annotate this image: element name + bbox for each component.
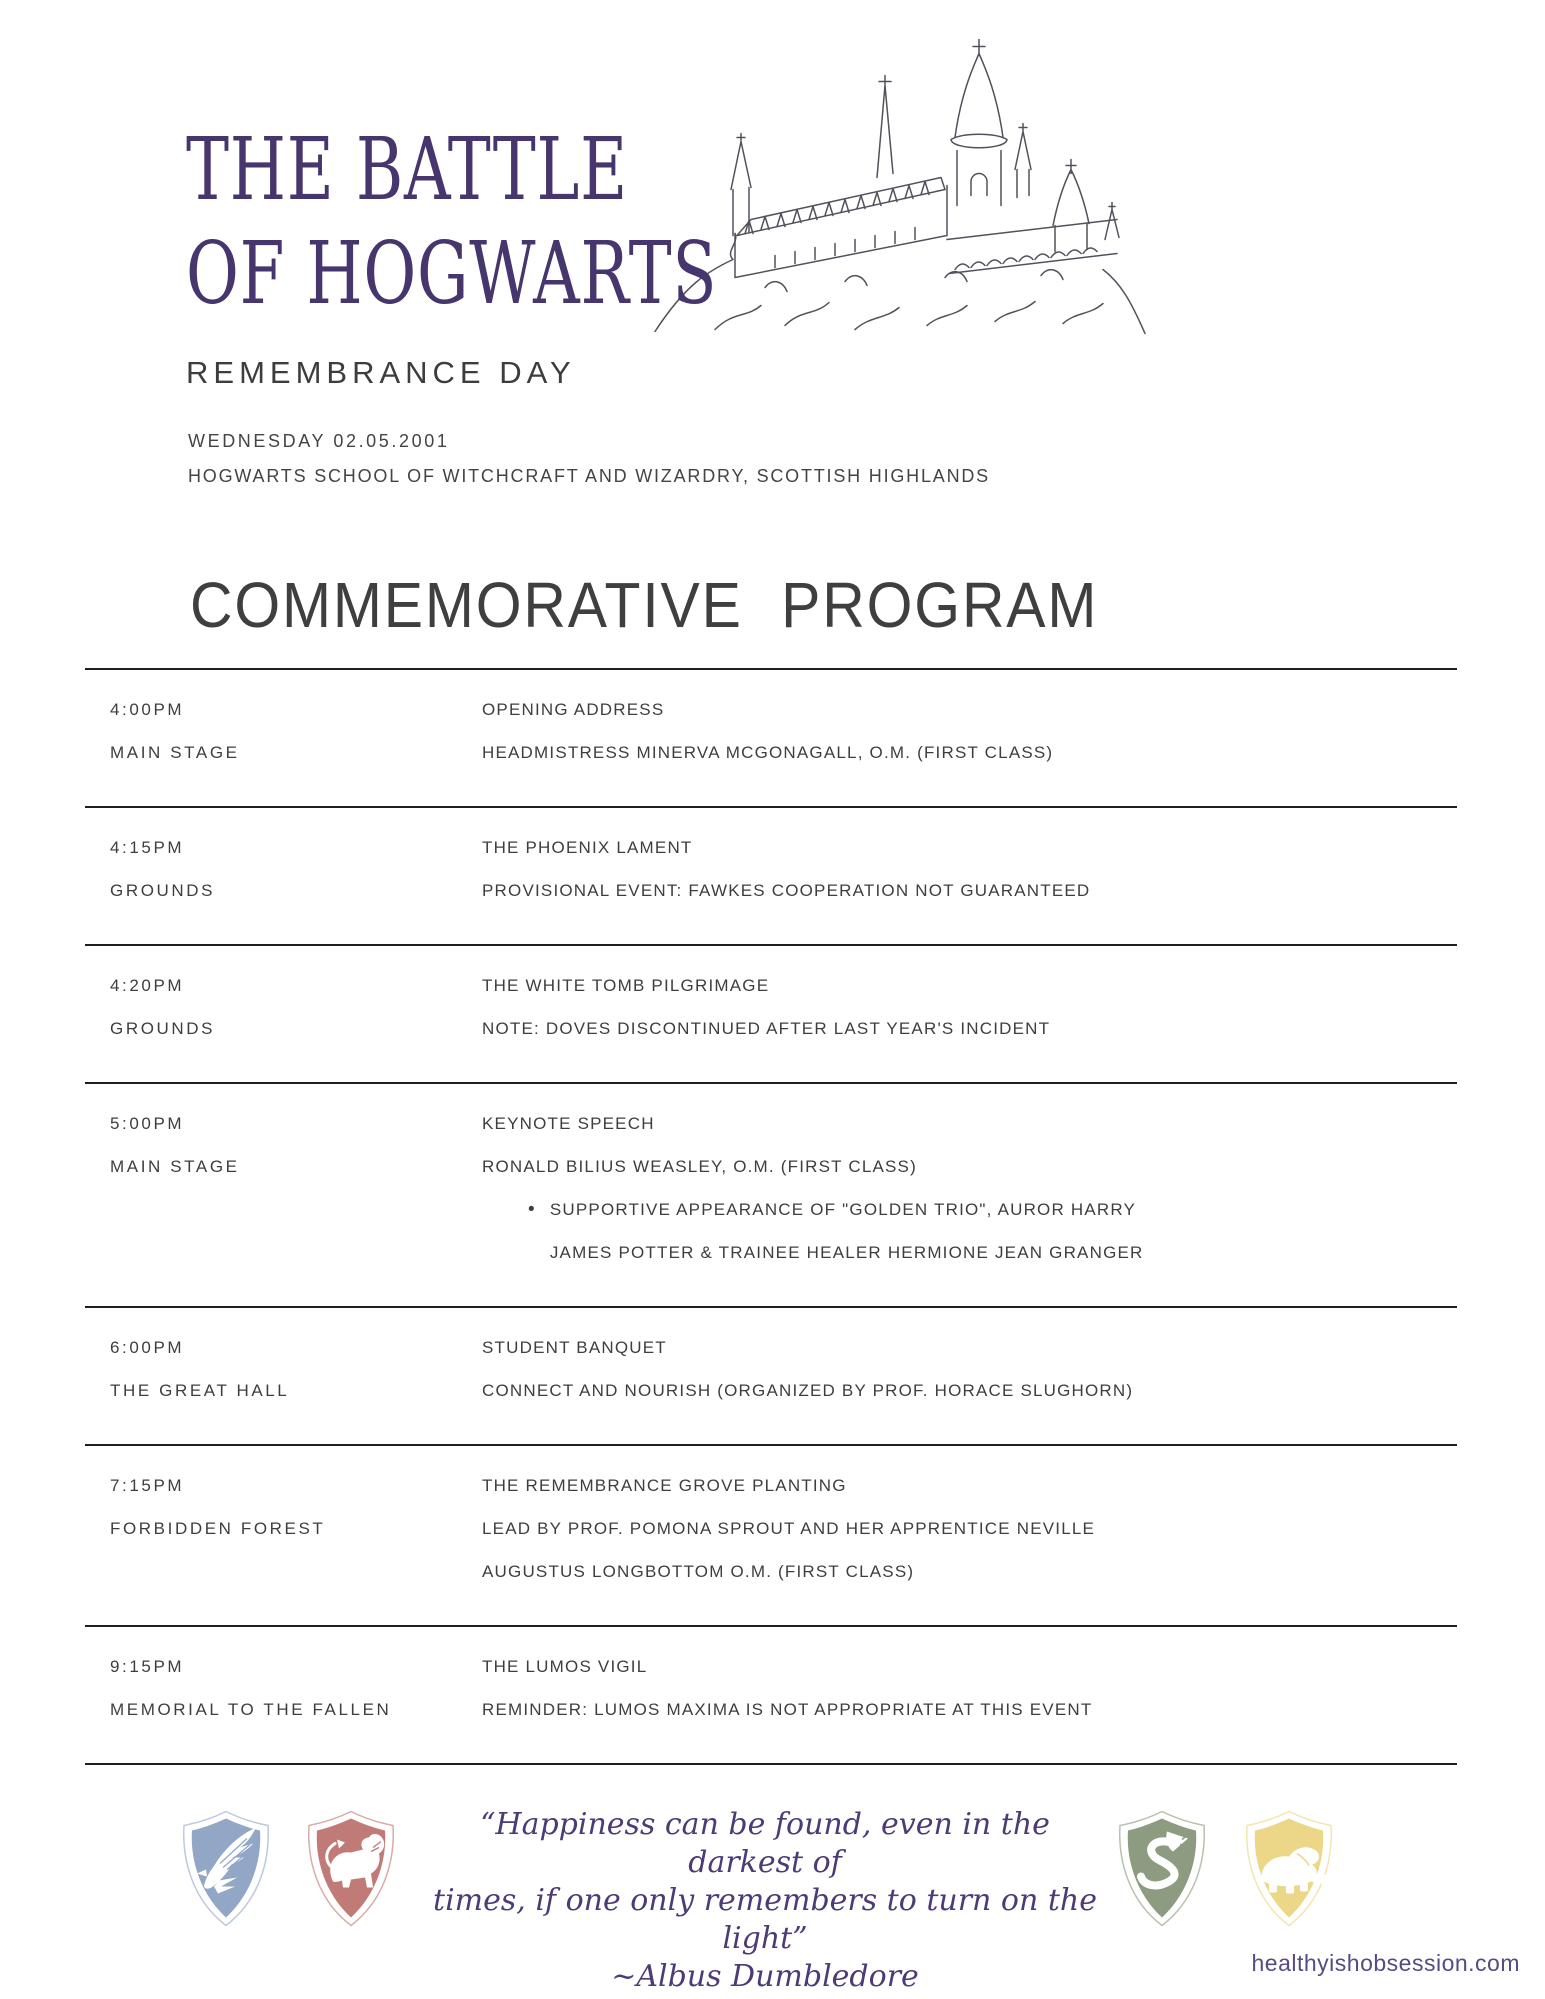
schedule-row-left xyxy=(110,688,482,774)
event-place: FORBIDDEN FOREST xyxy=(110,1519,326,1538)
event-title: OPENING ADDRESS xyxy=(482,700,665,719)
subtitle: REMEMBRANCE DAY xyxy=(186,355,576,390)
dumbledore-quote xyxy=(420,1806,1110,1996)
event-time: 4:15PM xyxy=(110,838,185,857)
title-line2: OF HOGWARTS xyxy=(186,224,718,324)
schedule-row-right xyxy=(482,1464,1162,1593)
schedule-row xyxy=(85,1082,1457,1306)
event-place: MAIN STAGE xyxy=(110,743,240,762)
schedule-row-right xyxy=(482,1645,1162,1731)
gryffindor-lion-crest-icon xyxy=(301,1804,401,1933)
schedule-row-left xyxy=(110,1464,482,1593)
schedule-row-left xyxy=(110,826,482,912)
schedule-row-left xyxy=(110,1326,482,1412)
hogwarts-castle-illustration xyxy=(645,18,1155,336)
ravenclaw-eagle-crest-icon xyxy=(176,1804,276,1933)
website-link[interactable]: healthyishobsession.com xyxy=(1251,1950,1520,1976)
event-place: THE GREAT HALL xyxy=(110,1381,290,1400)
event-detail: HEADMISTRESS MINERVA MCGONAGALL, O.M. (FIRST CLASS) xyxy=(482,743,1054,762)
event-time: 9:15PM xyxy=(110,1657,185,1676)
event-detail: RONALD BILIUS WEASLEY, O.M. (FIRST CLASS) xyxy=(482,1157,917,1176)
event-title: THE PHOENIX LAMENT xyxy=(482,838,693,857)
event-detail: NOTE: DOVES DISCONTINUED AFTER LAST YEAR'S INCIDENT xyxy=(482,1019,1051,1038)
event-detail: CONNECT AND NOURISH (ORGANIZED BY PROF. HORACE SLUGHORN) xyxy=(482,1381,1134,1400)
event-title: THE LUMOS VIGIL xyxy=(482,1657,648,1676)
schedule-row xyxy=(85,806,1457,944)
quote-attribution: ~Albus Dumbledore xyxy=(611,1959,919,1994)
bullet-icon: • xyxy=(528,1199,536,1220)
schedule-row-left xyxy=(110,1645,482,1731)
schedule-table xyxy=(85,668,1457,1765)
schedule-row-right xyxy=(482,1326,1162,1412)
schedule-row-left xyxy=(110,964,482,1050)
schedule-row-right xyxy=(482,1102,1162,1274)
schedule-row xyxy=(85,1306,1457,1444)
event-date: WEDNESDAY 02.05.2001 xyxy=(188,431,450,451)
page-title xyxy=(186,118,717,326)
event-time: 7:15PM xyxy=(110,1476,185,1495)
schedule-row-right xyxy=(482,688,1162,774)
event-title: KEYNOTE SPEECH xyxy=(482,1114,655,1133)
schedule-row-right xyxy=(482,826,1162,912)
event-time: 4:00PM xyxy=(110,700,185,719)
schedule-row xyxy=(85,1444,1457,1625)
schedule-row xyxy=(85,668,1457,806)
quote-line1: “Happiness can be found, even in the darkest of xyxy=(480,1807,1050,1880)
schedule-row-left xyxy=(110,1102,482,1274)
slytherin-snake-crest-icon xyxy=(1112,1804,1212,1933)
event-bullet xyxy=(528,1188,1162,1274)
quote-line2: times, if one only remembers to turn on the light” xyxy=(433,1883,1097,1956)
event-time: 4:20PM xyxy=(110,976,185,995)
event-detail: REMINDER: LUMOS MAXIMA IS NOT APPROPRIATE AT THIS EVENT xyxy=(482,1700,1093,1719)
event-venue: HOGWARTS SCHOOL OF WITCHCRAFT AND WIZARDRY, SCOTTISH HIGHLANDS xyxy=(188,466,990,486)
event-detail: LEAD BY PROF. POMONA SPROUT AND HER APPRENTICE NEVILLE AUGUSTUS LONGBOTTOM O.M. (FIRST CLASS) xyxy=(482,1519,1096,1581)
event-detail: PROVISIONAL EVENT: FAWKES COOPERATION NOT GUARANTEED xyxy=(482,881,1091,900)
hufflepuff-badger-crest-icon xyxy=(1239,1804,1339,1933)
event-place: MEMORIAL TO THE FALLEN xyxy=(110,1700,392,1719)
event-title: THE WHITE TOMB PILGRIMAGE xyxy=(482,976,770,995)
event-time: 6:00PM xyxy=(110,1338,185,1357)
program-heading: COMMEMORATIVE PROGRAM xyxy=(190,569,1099,641)
event-place: GROUNDS xyxy=(110,1019,216,1038)
title-line1: THE BATTLE xyxy=(186,120,628,220)
schedule-row-right xyxy=(482,964,1162,1050)
event-title: THE REMEMBRANCE GROVE PLANTING xyxy=(482,1476,847,1495)
event-bullet-text: SUPPORTIVE APPEARANCE OF "GOLDEN TRIO", AUROR HARRY JAMES POTTER & TRAINEE HEALER HERMIONE JEAN GRANGER xyxy=(549,1200,1144,1262)
event-place: GROUNDS xyxy=(110,881,216,900)
schedule-row xyxy=(85,1625,1457,1763)
event-place: MAIN STAGE xyxy=(110,1157,240,1176)
event-time: 5:00PM xyxy=(110,1114,185,1133)
schedule-row xyxy=(85,944,1457,1082)
event-title: STUDENT BANQUET xyxy=(482,1338,667,1357)
